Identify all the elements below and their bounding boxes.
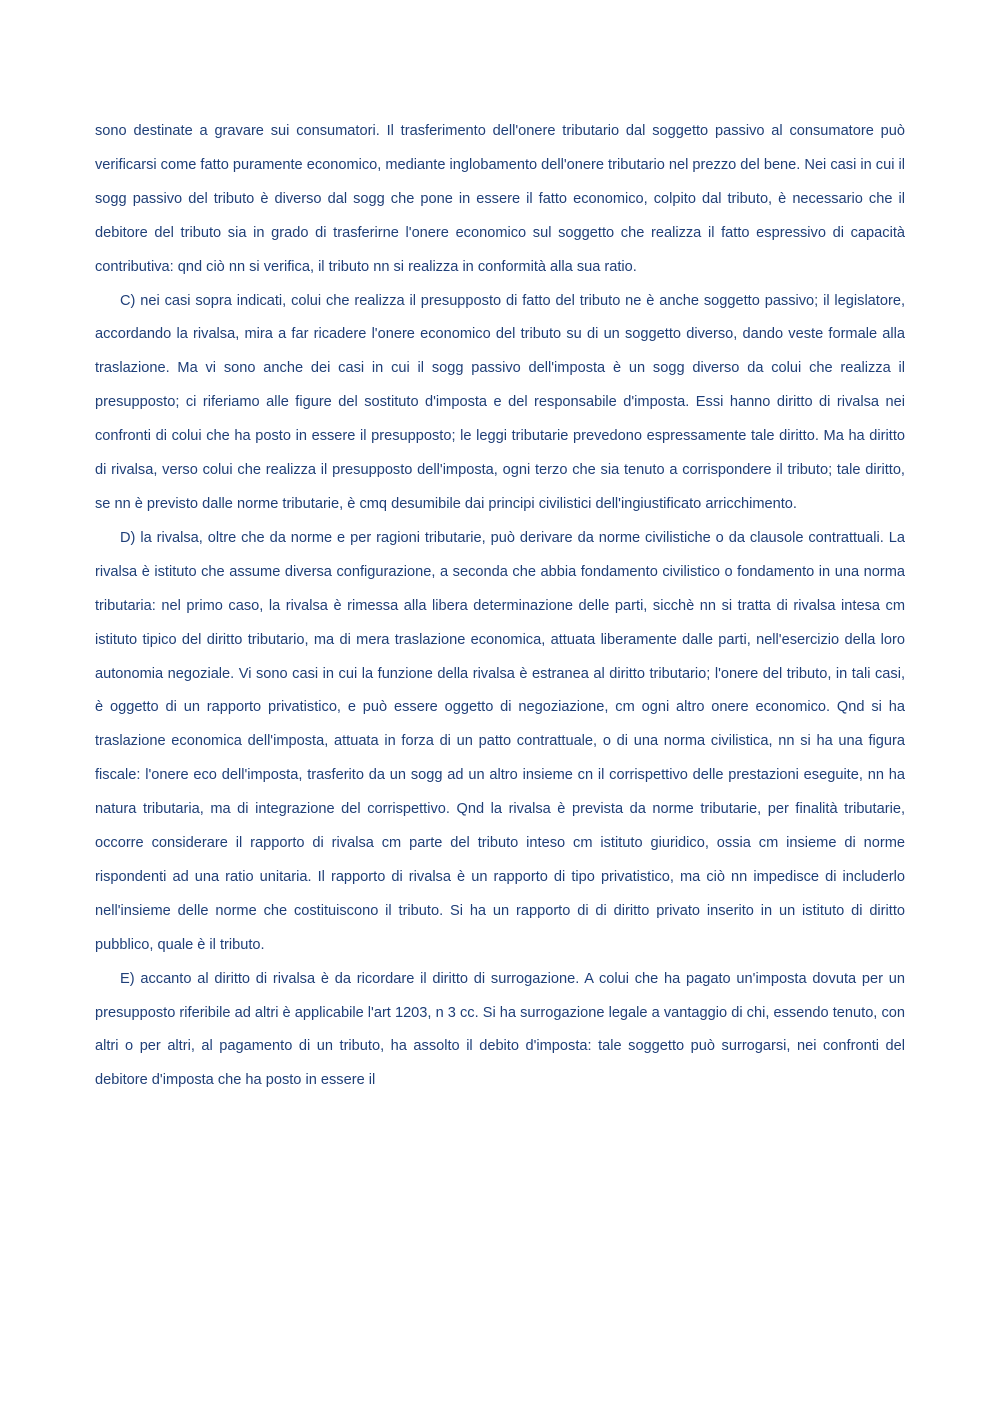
document-page bbox=[95, 115, 905, 1098]
paragraph-c: C) nei casi sopra indicati, colui che realizza il presupposto di fatto del tributo ne è anche soggetto passivo; il legislatore, accordando la rivalsa, mira a far ricadere l'onere economico del tributo su di un soggetto diverso, dando veste formale alla traslazione. Ma vi sono anche dei casi in cui il sogg passivo dell'imposta è un sogg diverso da colui che realizza il presupposto; ci riferiamo alle figure del sostituto d'imposta e del responsabile d'imposta. Essi hanno diritto di rivalsa nei confronti di colui che ha posto in essere il presupposto; le leggi tributarie prevedono espressamente tale diritto. Ma ha diritto di rivalsa, verso colui che realizza il presupposto dell'imposta, ogni terzo che sia tenuto a corrispondere il tributo; tale diritto, se nn è previsto dalle norme tributarie, è cmq desumibile dai principi civilistici dell'ingiustificato arricchimento. bbox=[95, 292, 905, 512]
paragraph-e: E) accanto al diritto di rivalsa è da ricordare il diritto di surrogazione. A colui che ha pagato un'imposta dovuta per un presupposto riferibile ad altri è applicabile l'art 1203, n 3 cc. Si ha surrogazione legale a vantaggio di chi, essendo tenuto, con altri o per altri, al pagamento di un tributo, ha assolto il debito d'imposta: tale soggetto può surrogarsi, nei confronti del debitore d'imposta che ha posto in essere il bbox=[95, 970, 905, 1089]
paragraph-d: D) la rivalsa, oltre che da norme e per ragioni tributarie, può derivare da norme civilistiche o da clausole contrattuali. La rivalsa è istituto che assume diversa configurazione, a seconda che abbia fondamento civilistico o fondamento in una norma tributaria: nel primo caso, la rivalsa è rimessa alla libera determinazione delle parti, sicchè nn si tratta di rivalsa intesa cm istituto tipico del diritto tributario, ma di mera traslazione economica, attuata liberamente dalle parti, nell'esercizio della loro autonomia negoziale. Vi sono casi in cui la funzione della rivalsa è estranea al diritto tributario; l'onere del tributo, in tali casi, è oggetto di un rapporto privatistico, e può essere oggetto di negoziazione, cm ogni altro onere economico. Qnd si ha traslazione economica dell'imposta, attuata in forza di un patto contrattuale, o di una norma civilistica, nn si ha una figura fiscale: l'onere eco dell'imposta, trasferito da un sogg ad un altro insieme cn il corrispettivo delle prestazioni eseguite, nn ha natura tributaria, ma di integrazione del corrispettivo. Qnd la rivalsa è prevista da norme tributarie, per finalità tributarie, occorre considerare il rapporto di rivalsa cm parte del tributo inteso cm istituto giuridico, ossia cm insieme di norme rispondenti ad una ratio unitaria. Il rapporto di rivalsa è un rapporto di tipo privatistico, ma ciò nn impedisce di includerlo nell'insieme delle norme che costituiscono il tributo. Si ha un rapporto di di diritto privato inserito in un istituto di diritto pubblico, quale è il tributo. bbox=[95, 529, 905, 953]
paragraph-continuation: sono destinate a gravare sui consumatori. Il trasferimento dell'onere tributario dal soggetto passivo al consumatore può verificarsi come fatto puramente economico, mediante inglobamento dell'onere tributario nel prezzo del bene. Nei casi in cui il sogg passivo del tributo è diverso dal sogg che pone in essere il fatto economico, colpito dal tributo, è necessario che il debitore del tributo sia in grado di trasferirne l'onere economico sul soggetto che realizza il fatto espressivo di capacità contributiva: qnd ciò nn si verifica, il tributo nn si realizza in conformità alla sua ratio. bbox=[95, 123, 905, 275]
